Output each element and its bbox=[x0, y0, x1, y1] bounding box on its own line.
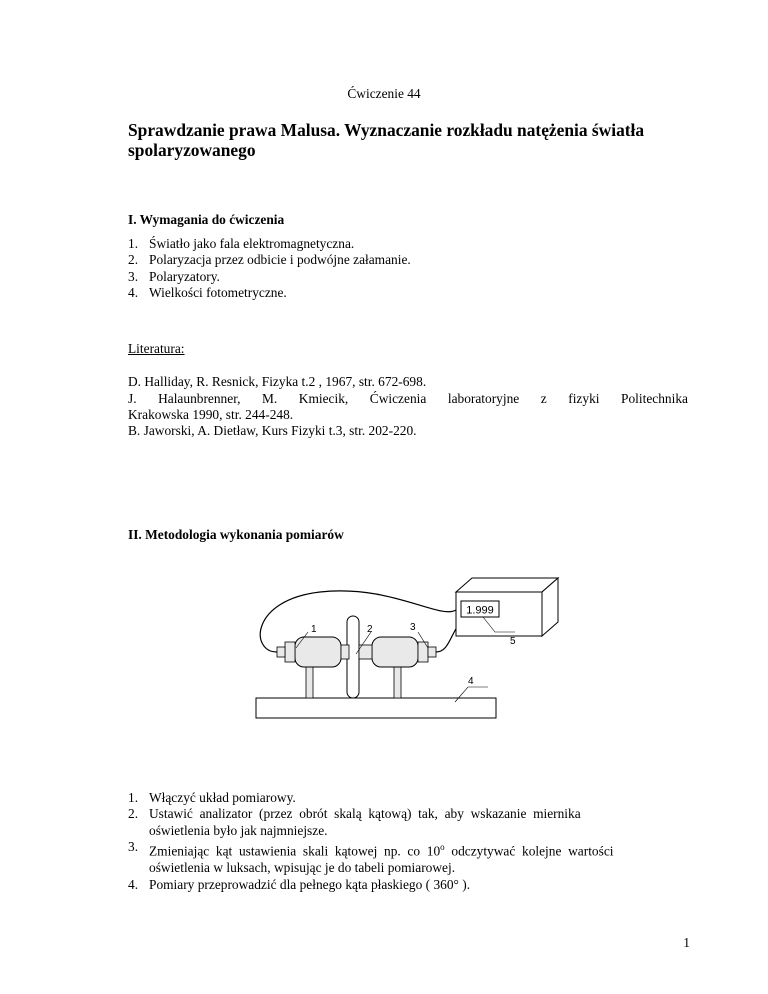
label-5: 5 bbox=[510, 636, 516, 647]
exercise-number: Ćwiczenie 44 bbox=[347, 86, 421, 101]
literature-ref-2-line-2: Krakowska 1990, str. 244-248. bbox=[128, 407, 294, 422]
section-heading-methodology: II. Metodologia wykonania pomiarów bbox=[128, 527, 344, 542]
label-3: 3 bbox=[410, 622, 416, 633]
list-item: 3. Zmieniając kąt ustawienia skali kątowej np. co 10$^o$ odczytywać kolejne wartości oświetlenia w luksach, wpisując je do tabeli pomiarowej. bbox=[128, 839, 614, 876]
list-item: 4. Wielkości fotometryczne. bbox=[128, 285, 287, 301]
list-item: 2. Polaryzacja przez odbicie i podwójne załamanie. bbox=[128, 252, 411, 268]
detector-housing bbox=[359, 637, 436, 667]
apparatus-diagram bbox=[240, 570, 570, 730]
page-number: 1 bbox=[683, 935, 690, 950]
list-item: 1. Włączyć układ pomiarowy. bbox=[128, 790, 296, 805]
post bbox=[306, 665, 313, 698]
optical-bench bbox=[256, 698, 496, 718]
label-4: 4 bbox=[468, 676, 474, 687]
list-item: 3. Polaryzatory. bbox=[128, 268, 220, 284]
page-title: Sprawdzanie prawa Malusa. Wyznaczanie rozkładu natężenia światła spolaryzowanego bbox=[128, 120, 645, 160]
light-source-housing bbox=[277, 637, 349, 667]
section-heading-requirements: I. Wymagania do ćwiczenia bbox=[128, 212, 285, 227]
label-1: 1 bbox=[311, 624, 317, 635]
meter-display-value: 1.999 bbox=[466, 604, 494, 617]
procedure-steps bbox=[128, 790, 688, 893]
literature-ref-1: D. Halliday, R. Resnick, Fizyka t.2 , 1967, str. 672-698. bbox=[128, 374, 427, 389]
list-item: 4. Pomiary przeprowadzić dla pełnego kąta płaskiego ( 360° ). bbox=[128, 876, 471, 892]
literature-label: Literatura: bbox=[128, 341, 185, 356]
list-item: 1. Światło jako fala elektromagnetyczna. bbox=[128, 236, 355, 251]
light-meter bbox=[456, 578, 558, 636]
label-2: 2 bbox=[367, 624, 373, 635]
literature-ref-3: B. Jaworski, A. Dietław, Kurs Fizyki t.3, str. 202-220. bbox=[128, 423, 417, 438]
list-item: 2. Ustawić analizator (przez obrót skalą kątową) tak, aby wskazanie miernika oświetlenia było jak najmniejsze. bbox=[128, 806, 581, 838]
requirements-list bbox=[128, 236, 411, 302]
literature-ref-2-line-1: J. Halaunbrenner, M. Kmiecik, Ćwiczenia laboratoryjne z fizyki Politechnika bbox=[128, 391, 688, 406]
post bbox=[394, 665, 401, 698]
